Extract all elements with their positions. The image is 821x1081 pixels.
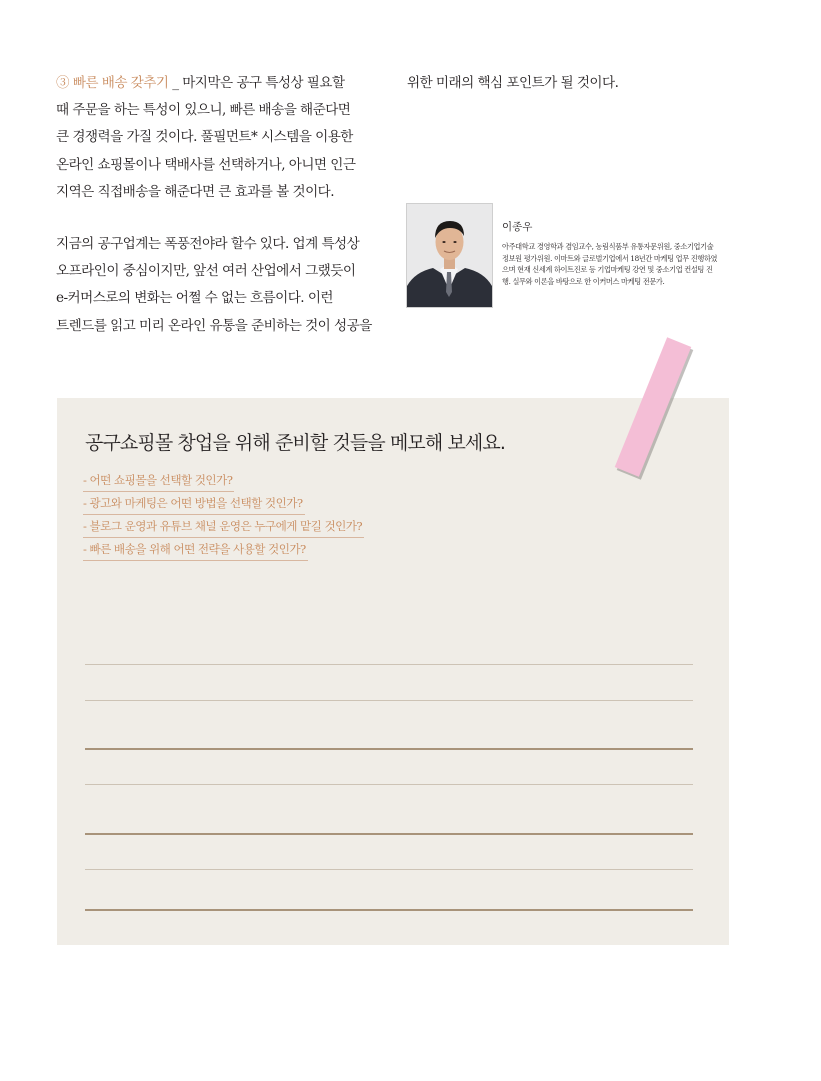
article-text: 때 주문을 하는 특성이 있으니, 빠른 배송을 해준다면 — [56, 102, 351, 119]
memo-question — [83, 515, 364, 538]
memo-question-text: - 광고와 마케팅은 어떤 방법을 선택할 것인가? — [83, 492, 305, 515]
memo-writing-line[interactable] — [85, 664, 693, 665]
memo-writing-line[interactable] — [85, 700, 693, 701]
article-text: 오프라인이 중심이지만, 앞선 여러 산업에서 그랬듯이 — [56, 263, 356, 280]
memo-question-list — [83, 469, 364, 561]
author-portrait-icon — [407, 204, 492, 307]
memo-writing-line[interactable] — [85, 909, 693, 911]
memo-question-text: - 빠른 배송을 위해 어떤 전략을 사용할 것인가? — [83, 538, 308, 561]
author-portrait — [406, 203, 493, 308]
memo-writing-line[interactable] — [85, 784, 693, 785]
memo-title: 공구쇼핑몰 창업을 위해 준비할 것들을 메모해 보세요. — [85, 432, 505, 454]
article-text: 위한 미래의 핵심 포인트가 될 것이다. — [407, 75, 619, 91]
article-left-column — [56, 70, 386, 365]
memo-writing-line[interactable] — [85, 869, 693, 870]
article-text: 큰 경쟁력을 가질 것이다. 풀필먼트* 시스템을 이용한 — [56, 129, 353, 146]
author-bio: 아주대학교 경영학과 겸임교수, 농림식품부 유통자문위원, 중소기업기술정보원 평가위원. 이마트와 글로벌기업에서 18년간 마케팅 업무 진행하였으며 현재 신세계 하이트진로 등 기업마케팅 강연 및 중소기업 컨설팅 진행. 실무와 이론을 바탕으로 한 이커머스 마케팅 전문가. — [502, 242, 718, 286]
memo-writing-line[interactable] — [85, 833, 693, 835]
memo-question — [83, 492, 364, 515]
memo-question-text: - 블로그 운영과 유튜브 채널 운영은 누구에게 맡길 것인가? — [83, 515, 364, 538]
article-text: 지금의 공구업계는 폭풍전야라 할수 있다. 업계 특성상 — [56, 236, 360, 253]
section-heading-fast-delivery: ③ 빠른 배송 갖추기 — [56, 75, 169, 91]
article-right-column — [407, 70, 737, 97]
article-text: 지역은 직접배송을 해준다면 큰 효과를 볼 것이다. — [56, 183, 335, 200]
memo-question — [83, 538, 364, 561]
author-name: 이종우 — [502, 221, 533, 233]
article-paragraph-1 — [56, 70, 386, 206]
memo-question-text: - 어떤 쇼핑몰을 선택할 것인가? — [83, 469, 234, 492]
article-text: 트렌드를 읽고 미리 온라인 유통을 준비하는 것이 성공을 — [56, 317, 372, 334]
memo-question — [83, 469, 364, 492]
article-text: e-커머스로의 변화는 어쩔 수 없는 흐름이다. 이런 — [56, 290, 333, 307]
memo-writing-line[interactable] — [85, 748, 693, 750]
article-text: 온라인 쇼핑몰이나 택배사를 선택하거나, 아니면 인근 — [56, 156, 356, 173]
article-text: _ 마지막은 공구 특성상 필요할 — [168, 75, 345, 91]
article-paragraph-2 — [56, 231, 386, 340]
